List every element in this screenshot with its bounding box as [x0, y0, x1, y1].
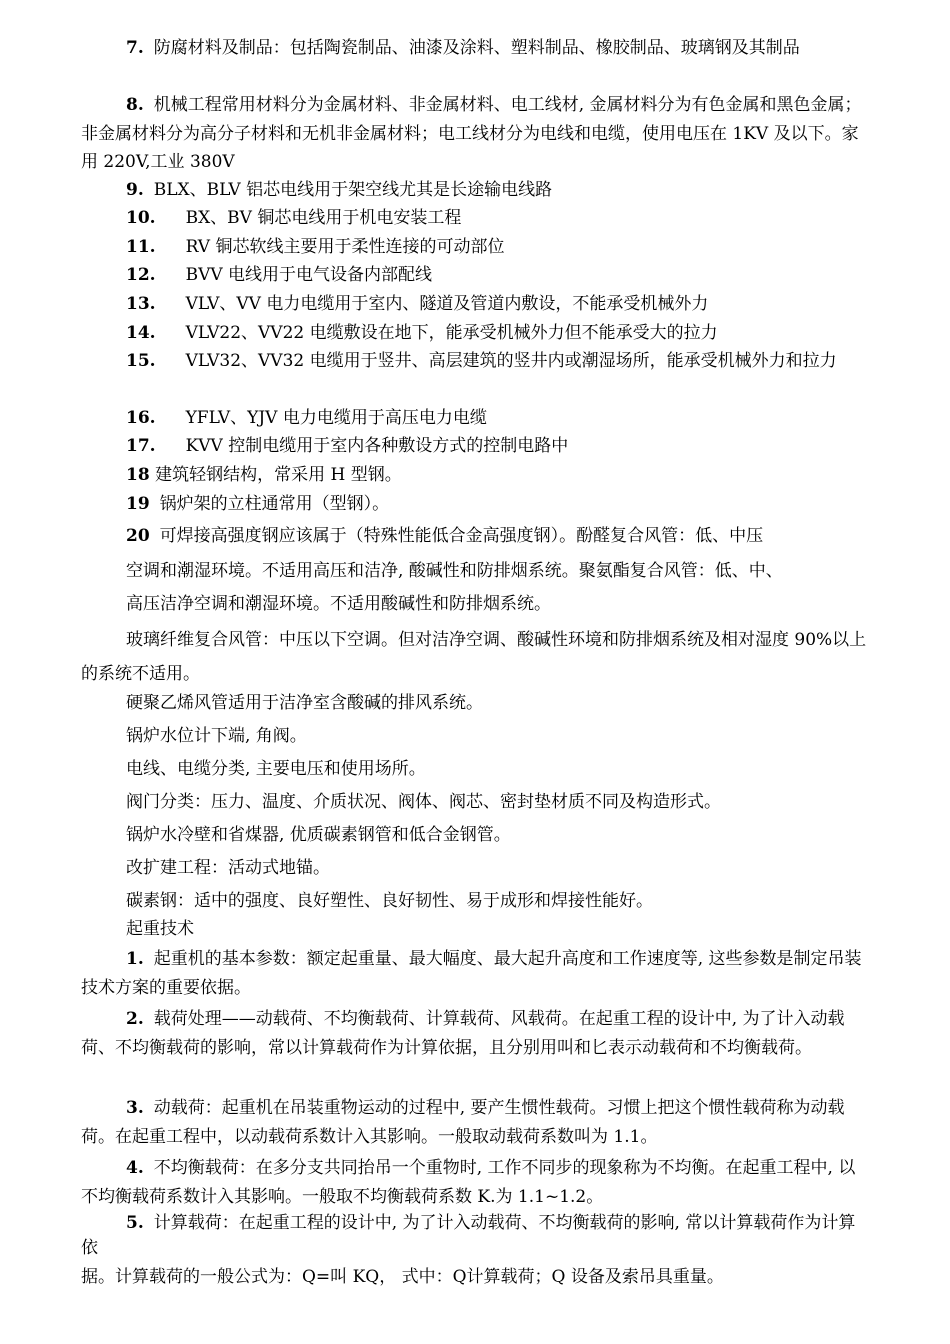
paragraph: 玻璃纤维复合风管：中压以下空调。但对洁净空调、酸碱性环境和防排烟系统及相对湿度 90%以上的系统不适用。	[81, 630, 867, 684]
paragraph: 高压洁净空调和潮湿环境。不适用酸碱性和防排烟系统。	[126, 594, 551, 614]
list-item: 14. VLV22、VV22 电缆敷设在地下，能承受机械外力但不能承受大的拉力	[126, 323, 718, 343]
list-item: 1. 起重机的基本参数：额定起重量、最大幅度、最大起升高度和工作速度等, 这些参数是制定吊装技术方案的重要依据。	[81, 949, 862, 998]
list-item: 2. 载荷处理——动载荷、不均衡载荷、计算载荷、风载荷。在起重工程的设计中, 为了计入动载荷、不均衡载荷的影响，常以计算载荷作为计算依据，且分别用叫和匕表示动载荷和不均衡载荷。	[81, 1009, 845, 1058]
list-item: 11. RV 铜芯软线主要用于柔性连接的可动部位	[126, 237, 505, 257]
paragraph: 阀门分类：压力、温度、介质状况、阀体、阀芯、密封垫材质不同及构造形式。	[126, 792, 721, 812]
paragraph: 锅炉水冷壁和省煤器, 优质碳素钢管和低合金钢管。	[126, 825, 511, 845]
list-item: 17. KVV 控制电缆用于室内各种敷设方式的控制电路中	[126, 436, 569, 456]
list-item: 12. BVV 电线用于电气设备内部配线	[126, 265, 433, 285]
paragraph: 改扩建工程：活动式地锚。	[126, 858, 330, 878]
list-item: 8. 机械工程常用材料分为金属材料、非金属材料、电工线材, 金属材料分为有色金属和黑色金属；非金属材料分为高分子材料和无机非金属材料；电工线材分为电线和电缆，使用电压在 1KV 及以下。家用 220V,工业 380V	[81, 95, 862, 172]
list-item: 20 可焊接高强度钢应该属于（特殊性能低合金高强度钢）。酚醛复合风管：低、中压	[126, 526, 764, 546]
list-item: 13. VLV、VV 电力电缆用于室内、隧道及管道内敷设，不能承受机械外力	[126, 294, 709, 314]
list-item: 15. VLV32、VV32 电缆用于竖井、高层建筑的竖井内或潮湿场所，能承受机械外力和拉力	[126, 351, 837, 371]
list-item: 19 锅炉架的立柱通常用（型钢）。	[126, 494, 390, 514]
list-item: 18 建筑轻钢结构，常采用 H 型钢。	[126, 465, 402, 485]
formula-line: 据。计算载荷的一般公式为：Q=叫 KQ， 式中：Q计算载荷；Q 设备及索吊具重量。	[81, 1267, 724, 1287]
list-item: 5. 计算载荷：在起重工程的设计中, 为了计入动载荷、不均衡载荷的影响, 常以计算载荷作为计算依	[81, 1213, 856, 1258]
paragraph: 电线、电缆分类, 主要电压和使用场所。	[126, 759, 426, 779]
list-item: 16. YFLV、YJV 电力电缆用于高压电力电缆	[126, 408, 487, 428]
list-item: 3. 动载荷：起重机在吊装重物运动的过程中, 要产生惯性载荷。习惯上把这个惯性载荷称为动载荷。在起重工程中，以动载荷系数计入其影响。一般取动载荷系数叫为 1.1。	[81, 1098, 845, 1147]
paragraph: 碳素钢：适中的强度、良好塑性、良好韧性、易于成形和焊接性能好。	[126, 891, 653, 911]
list-item: 7. 防腐材料及制品：包括陶瓷制品、油漆及涂料、塑料制品、橡胶制品、玻璃钢及其制品	[126, 38, 800, 58]
paragraph: 空调和潮湿环境。不适用高压和洁净, 酸碱性和防排烟系统。聚氨酯复合风管：低、中、	[126, 561, 783, 581]
paragraph: 硬聚乙烯风管适用于洁净室含酸碱的排风系统。	[126, 693, 483, 713]
paragraph: 锅炉水位计下端, 角阀。	[126, 726, 307, 746]
list-item: 9. BLX、BLV 铝芯电线用于架空线尤其是长途输电线路	[126, 180, 553, 200]
list-item: 10. BX、BV 铜芯电线用于机电安装工程	[126, 208, 462, 228]
list-item: 4. 不均衡载荷：在多分支共同抬吊一个重物时, 工作不同步的现象称为不均衡。在起重工程中, 以不均衡载荷系数计入其影响。一般取不均衡载荷系数 K.为 1.1~1.2。	[81, 1158, 856, 1207]
section-heading: 起重技术	[126, 919, 194, 939]
